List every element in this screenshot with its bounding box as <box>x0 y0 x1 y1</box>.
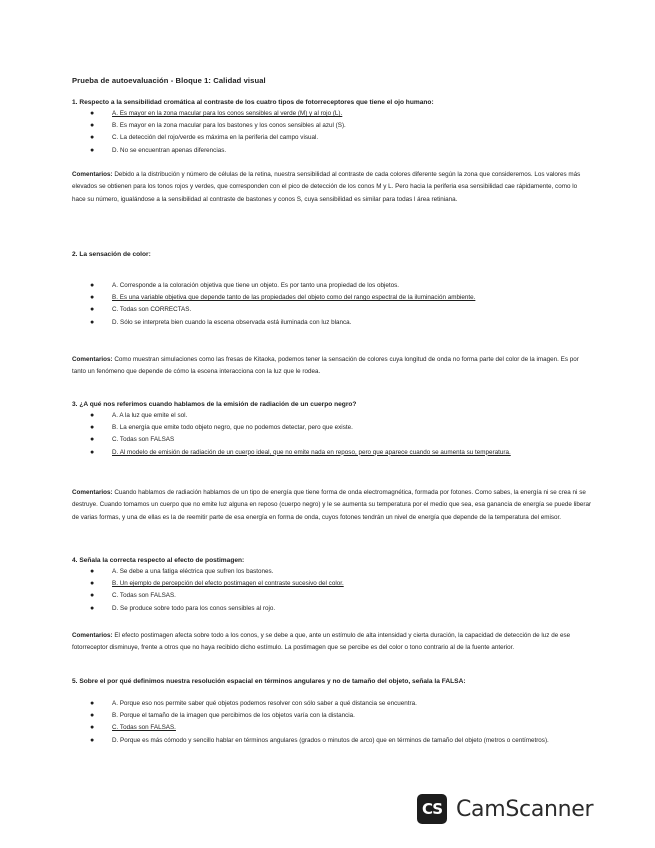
option-3a: ● A. A la luz que emite el sol. <box>90 412 188 419</box>
option-1b: ● B. Es mayor en la zona macular para los bastones y los conos sensibles al azul (S). <box>90 122 346 130</box>
comment-1: Comentarios: Debido a la distribución y número de células de la retina, nuestra sensibilidad al contraste de cada colores diferente según la zona que consideremos. Los valores más elevados se obtienen para los tonos rojos y verdes, que corresponden con el pico de detección de los conos M y L. Pero hacia la periferia esa sensibilidad cae rápidamente, como lo hace su número, igualándose a la sensibilidad al contraste de bastones y conos S, cuya sensibilidad es similar para todas l área retiniana. <box>72 171 581 203</box>
question-2: 2. La sensación de color: <box>72 251 151 258</box>
option-4c: ● C. Todas son FALSAS. <box>90 592 176 600</box>
camscanner-wordmark: CamScanner <box>456 796 594 822</box>
option-2b: ● B. Es una variable objetiva que depende tanto de las propiedades del objeto como del rango espectral de la iluminación ambiente. <box>90 294 476 302</box>
question-3-options <box>72 411 592 460</box>
question-1-options <box>72 109 592 158</box>
page-title: Prueba de autoevaluación - Bloque 1: Calidad visual <box>72 76 266 85</box>
option-1d: ● D. No se encuentran apenas diferencias. <box>90 146 227 154</box>
option-1c: ● C. La detección del rojo/verde es máxima en la periferia del campo visual. <box>90 134 319 142</box>
option-5d: ● D. Porque es más cómodo y sencillo hablar en términos angulares (grados o minutos de arco) que en términos de tamaño del objeto (metros o centímetros). <box>90 736 549 744</box>
option-4d: ● D. Se produce sobre todo para los conos sensibles al rojo. <box>90 604 276 612</box>
option-3c: ● C. Todas son FALSAS <box>90 436 175 444</box>
comment-4: Comentarios: El efecto postimagen afecta sobre todo a los conos, y se debe a que, ante un estímulo de alta intensidad y cierta duración, la capacidad de detección de luz de ese fotorreceptor disminuye, frente a otros que no haya recibido dicho estímulo. La postimagen que se percibe es del color o tono contrario al de la fuente anterior. <box>72 632 571 652</box>
option-3d: ● D. Al modelo de emisión de radiación de un cuerpo ideal, que no emite nada en reposo, pero que aparece cuando se aumenta su temperatura. <box>90 448 511 456</box>
camscanner-watermark <box>417 794 593 824</box>
camscanner-logo-icon: CS <box>417 794 447 824</box>
option-5a: ● A. Porque eso nos permite saber qué objetos podemos resolver con sólo saber a qué distancia se encuentra. <box>90 700 417 707</box>
comment-3: Comentarios: Cuando hablamos de radiación hablamos de un tipo de energía que tiene forma de onda electromagnética, formada por fotones. Como sabes, la energía ni se crea ni se destruye. Cuando tomamos un cuerpo que no emite luz alguna en reposo (cuerpo negro) y le se aumenta su temperatura por el medio que sea, esa ganancia de energía se puede liberar de varias formas, y una de ellas es la de reemitir parte de esa energía en forma de onda, cuyos fotones tendrán un nivel de energía que depende de la temperatura del emisor. <box>72 489 592 521</box>
option-4b: ● B. Un ejemplo de percepción del efecto postimagen el contraste sucesivo del color. <box>90 580 344 588</box>
option-3b: ● B. La energía que emite todo objeto negro, que no podemos detectar, pero que existe. <box>90 424 353 432</box>
comment-2: Comentarios: Como muestran simulaciones como las fresas de Kitaoka, podemos tener la sensación de colores cuya longitud de onda no forma parte del color de la imagen. Es por tanto un fenómeno que depende de cómo la escena interacciona con la luz que le rodea. <box>72 356 579 376</box>
option-1a: ● A. Es mayor en la zona macular para los conos sensibles al verde (M) y al rojo (L). <box>90 110 343 117</box>
question-3: 3. ¿A qué nos referimos cuando hablamos de la emisión de radiación de un cuerpo negro? <box>72 401 357 408</box>
option-2a: ● A. Corresponde a la coloración objetiva que tiene un objeto. Es por tanto una propiedad de los objetos. <box>90 282 400 289</box>
question-2-options <box>72 281 592 330</box>
option-2c: ● C. Todas son CORRECTAS. <box>90 306 192 314</box>
question-4: 4. Señala la correcta respecto al efecto de postimagen: <box>72 557 245 564</box>
question-1: 1. Respecto a la sensibilidad cromática al contraste de los cuatro tipos de fotorreceptores que tiene el ojo humano: <box>72 99 434 106</box>
option-5c: ● C. Todas son FALSAS. <box>90 724 176 732</box>
question-4-options <box>72 567 592 616</box>
question-5: 5. Sobre el por qué definimos nuestra resolución espacial en términos angulares y no de tamaño del objeto, señala la FALSA: <box>72 678 466 685</box>
option-4a: ● A. Se debe a una fatiga eléctrica que sufren los bastones. <box>90 568 274 575</box>
question-5-options <box>72 699 592 748</box>
option-2d: ● D. Sólo se interpreta bien cuando la escena observada está iluminada con luz blanca. <box>90 318 352 326</box>
option-5b: ● B. Porque el tamaño de la imagen que percibimos de los objetos varía con la distancia. <box>90 712 355 720</box>
